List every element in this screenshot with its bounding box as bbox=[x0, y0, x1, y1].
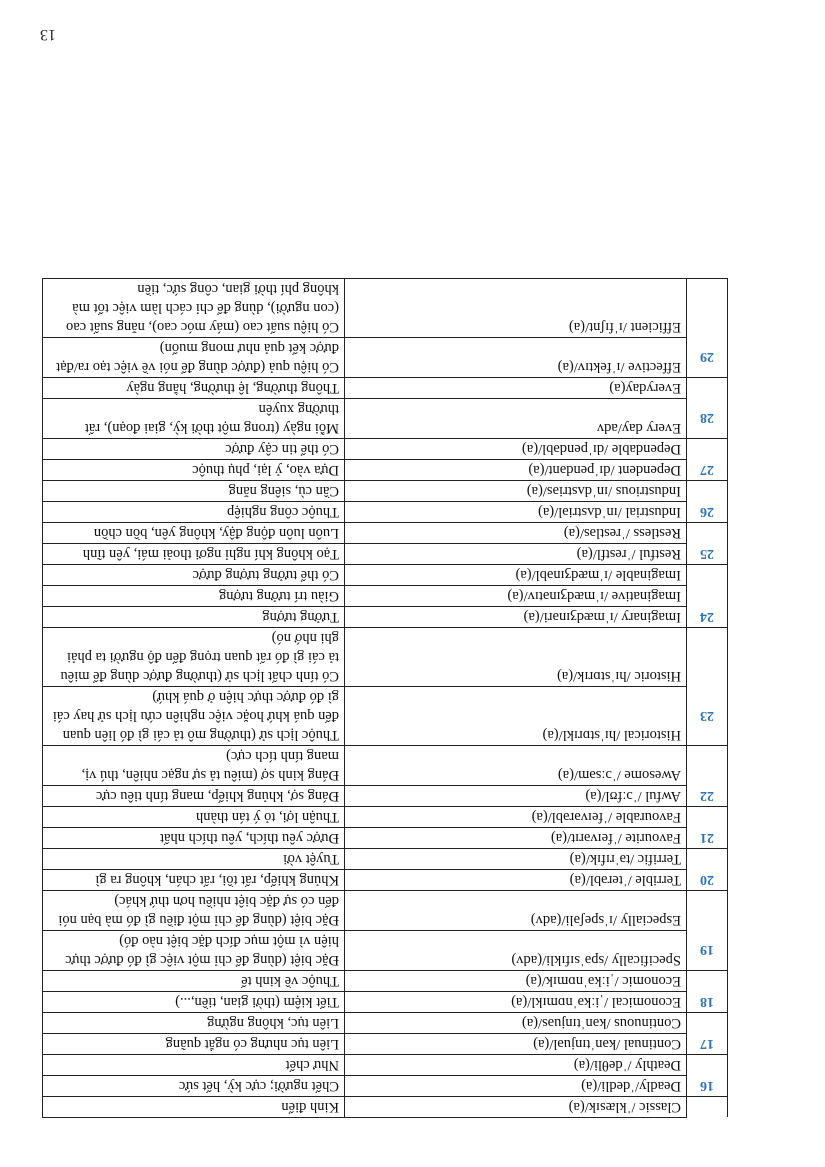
entry-number: 27 bbox=[687, 460, 728, 481]
table-row bbox=[43, 992, 728, 1013]
entry-number bbox=[687, 628, 728, 687]
table-row bbox=[43, 586, 728, 607]
table-row bbox=[43, 891, 728, 931]
table-row bbox=[43, 931, 728, 971]
vocab-word: Continuous /kənˈtɪnjuəs/(a) bbox=[345, 1013, 687, 1034]
vocab-word: Everyday(a) bbox=[345, 378, 687, 399]
entry-number: 21 bbox=[687, 828, 728, 849]
entry-number: 29 bbox=[687, 338, 728, 378]
vocab-word: Economical /ˌiːkəˈnɒmɪkl/(a) bbox=[345, 992, 687, 1013]
table-row bbox=[43, 1097, 728, 1118]
vocab-word: Terrific /təˈrɪfɪk/(a) bbox=[345, 849, 687, 870]
vocab-meaning: Đáng kinh sợ (miêu tả sự ngạc nhiên, thú vị, mang tính tích cực) bbox=[43, 746, 345, 786]
vocab-meaning: Có hiệu quả (được dùng để nói về việc tạo ra/đạt được kết quả như mong muốn) bbox=[43, 338, 345, 378]
table-row bbox=[43, 1055, 728, 1076]
vocab-meaning: Được yêu thích, yêu thích nhất bbox=[43, 828, 345, 849]
vocab-word: Especially /ɪˈspeʃəli/(adv) bbox=[345, 891, 687, 931]
vocab-meaning: Khủng khiếp, rất tồi, rất chán, không ra gì bbox=[43, 870, 345, 891]
table-row bbox=[43, 460, 728, 481]
vocab-word: Historical /hɪˈstɒrɪkl/(a) bbox=[345, 687, 687, 746]
entry-number bbox=[687, 481, 728, 502]
vocab-meaning: Mỗi ngày (trong một thời kỳ, giai đoạn), rất thường xuyên bbox=[43, 399, 345, 439]
entry-number: 28 bbox=[687, 399, 728, 439]
vocab-word: Favourable /ˈfeɪvərəbl/(a) bbox=[345, 807, 687, 828]
table-row bbox=[43, 399, 728, 439]
table-row bbox=[43, 523, 728, 544]
vocab-meaning: Đặc biệt (dùng để chỉ một việc gì đó được thực hiện vì một mục đích đặc biệt nào đó) bbox=[43, 931, 345, 971]
entry-number: 20 bbox=[687, 870, 728, 891]
entry-number bbox=[687, 1055, 728, 1076]
entry-number: 23 bbox=[687, 687, 728, 746]
vocab-word: Favourite /ˈfeɪvərɪt/(a) bbox=[345, 828, 687, 849]
table-row bbox=[43, 1076, 728, 1097]
table-row bbox=[43, 786, 728, 807]
entry-number bbox=[687, 565, 728, 586]
table-row bbox=[43, 279, 728, 338]
entry-number: 18 bbox=[687, 992, 728, 1013]
table-row bbox=[43, 338, 728, 378]
vocabulary-table bbox=[42, 278, 728, 1118]
vocab-meaning: Chết người; cực kỳ, hết sức bbox=[43, 1076, 345, 1097]
vocab-word: Effective /ɪˈfektɪv/(a) bbox=[345, 338, 687, 378]
table-row bbox=[43, 971, 728, 992]
vocab-meaning: Như chết bbox=[43, 1055, 345, 1076]
vocab-word: Awesome /ˈɔːsəm/(a) bbox=[345, 746, 687, 786]
entry-number bbox=[687, 586, 728, 607]
vocab-meaning: Đặc biệt (dùng để chỉ một điều gì đó mà bạn nói đến có sự đặc biệt nhiều hơn thứ khác) bbox=[43, 891, 345, 931]
vocab-word: Specifically /spəˈsɪfɪkli/(adv) bbox=[345, 931, 687, 971]
vocab-word: Every day/adv bbox=[345, 399, 687, 439]
vocab-word: Restless /ˈrestləs/(a) bbox=[345, 523, 687, 544]
vocab-word: Industrial /ɪnˈdʌstriəl/(a) bbox=[345, 502, 687, 523]
vocab-word: Imaginative /ɪˈmædʒɪnətɪv/(a) bbox=[345, 586, 687, 607]
table-row bbox=[43, 378, 728, 399]
table-row bbox=[43, 828, 728, 849]
vocab-meaning: Kinh điển bbox=[43, 1097, 345, 1118]
entry-number: 24 bbox=[687, 607, 728, 628]
entry-number bbox=[687, 439, 728, 460]
entry-number bbox=[687, 971, 728, 992]
vocab-meaning: Thuộc công nghiệp bbox=[43, 502, 345, 523]
vocab-meaning: Cần cù, siêng năng bbox=[43, 481, 345, 502]
vocab-meaning: Luôn luôn động đậy, không yên, bồn chồn bbox=[43, 523, 345, 544]
table-row bbox=[43, 628, 728, 687]
table-row bbox=[43, 565, 728, 586]
vocab-word: Classic /ˈklæsɪk/(a) bbox=[345, 1097, 687, 1118]
vocab-word: Dependent /dɪˈpendənt/(a) bbox=[345, 460, 687, 481]
entry-number: 22 bbox=[687, 786, 728, 807]
vocab-word: Imaginable /ɪˈmædʒɪnəbl/(a) bbox=[345, 565, 687, 586]
vocab-word: Industrious /ɪnˈdʌstriəs/(a) bbox=[345, 481, 687, 502]
entry-number bbox=[687, 807, 728, 828]
vocab-meaning: Tiết kiệm (thời gian, tiền,...) bbox=[43, 992, 345, 1013]
vocab-meaning: Đáng sợ, khủng khiếp, mang tính tiêu cực bbox=[43, 786, 345, 807]
table-row bbox=[43, 502, 728, 523]
vocab-meaning: Tưởng tượng bbox=[43, 607, 345, 628]
entry-number: 17 bbox=[687, 1034, 728, 1055]
vocab-meaning: Dựa vào, ỷ lại, phụ thuộc bbox=[43, 460, 345, 481]
vocab-word: Deathly /ˈdeθli/(a) bbox=[345, 1055, 687, 1076]
vocab-word: Dependable /dɪˈpendəbl/(a) bbox=[345, 439, 687, 460]
table-row bbox=[43, 481, 728, 502]
table-row bbox=[43, 687, 728, 746]
vocabulary-table-body bbox=[43, 279, 728, 1118]
entry-number: 19 bbox=[687, 931, 728, 971]
vocab-word: Awful /ˈɔːfʊl/(a) bbox=[345, 786, 687, 807]
table-row bbox=[43, 439, 728, 460]
entry-number bbox=[687, 1013, 728, 1034]
vocab-word: Terrible /ˈterəbl/(a) bbox=[345, 870, 687, 891]
vocab-meaning: Có hiệu suất cao (máy móc cao), năng suất cao (con người), dùng để chỉ cách làm việc tốt mà không phí thời gian, công sức, tiền bbox=[43, 279, 345, 338]
vocab-meaning: Tạo không khí nghỉ ngơi thoải mái, yên tĩnh bbox=[43, 544, 345, 565]
vocab-word: Economic /ˌiːkəˈnɒmɪk/(a) bbox=[345, 971, 687, 992]
vocab-word: Imaginary /ɪˈmædʒɪnəri/(a) bbox=[345, 607, 687, 628]
table-row bbox=[43, 1013, 728, 1034]
table-row bbox=[43, 544, 728, 565]
vocab-word: Restful /ˈrestfl/(a) bbox=[345, 544, 687, 565]
vocab-meaning: Có tính chất lịch sử (thường được dùng để miêu tả cái gì đó rất quan trọng đến độ người ta phải ghi nhớ nó) bbox=[43, 628, 345, 687]
vocab-word: Efficient /ɪˈfɪʃnt/(a) bbox=[345, 279, 687, 338]
entry-number: 26 bbox=[687, 502, 728, 523]
entry-number: 25 bbox=[687, 544, 728, 565]
vocab-meaning: Liên tục nhưng có ngắt quãng bbox=[43, 1034, 345, 1055]
entry-number bbox=[687, 849, 728, 870]
table-row bbox=[43, 607, 728, 628]
vocab-meaning: Thuận lợi, tỏ ý tán thành bbox=[43, 807, 345, 828]
entry-number bbox=[687, 523, 728, 544]
table-row bbox=[43, 1034, 728, 1055]
vocab-meaning: Có thể tin cậy được bbox=[43, 439, 345, 460]
vocab-meaning: Thuộc lịch sử (thường mô tả cái gì đó liên quan đến quá khứ hoặc việc nghiên cứu lịch sử hay cái gì đó được thực hiện ở quá khứ) bbox=[43, 687, 345, 746]
vocab-meaning: Thông thường, lệ thường, hằng ngày bbox=[43, 378, 345, 399]
vocab-meaning: Có thể tưởng tượng được bbox=[43, 565, 345, 586]
vocab-meaning: Giàu trí tưởng tượng bbox=[43, 586, 345, 607]
vocab-meaning: Tuyệt vời bbox=[43, 849, 345, 870]
entry-number bbox=[687, 891, 728, 931]
entry-number bbox=[687, 378, 728, 399]
vocab-meaning: Thuộc về kinh tế bbox=[43, 971, 345, 992]
entry-number bbox=[687, 746, 728, 786]
vocab-meaning: Liên tục, không ngừng bbox=[43, 1013, 345, 1034]
entry-number: 16 bbox=[687, 1076, 728, 1097]
entry-number bbox=[687, 279, 728, 338]
vocab-word: Deadly/ˈdedli/(a) bbox=[345, 1076, 687, 1097]
vocab-word: Continual /kənˈtɪnjuəl/(a) bbox=[345, 1034, 687, 1055]
vocab-word: Historic /hɪˈstɒrɪk/(a) bbox=[345, 628, 687, 687]
table-row bbox=[43, 807, 728, 828]
table-row bbox=[43, 849, 728, 870]
page-number: 13 bbox=[40, 26, 56, 43]
table-row bbox=[43, 870, 728, 891]
entry-number bbox=[687, 1097, 728, 1118]
table-row bbox=[43, 746, 728, 786]
